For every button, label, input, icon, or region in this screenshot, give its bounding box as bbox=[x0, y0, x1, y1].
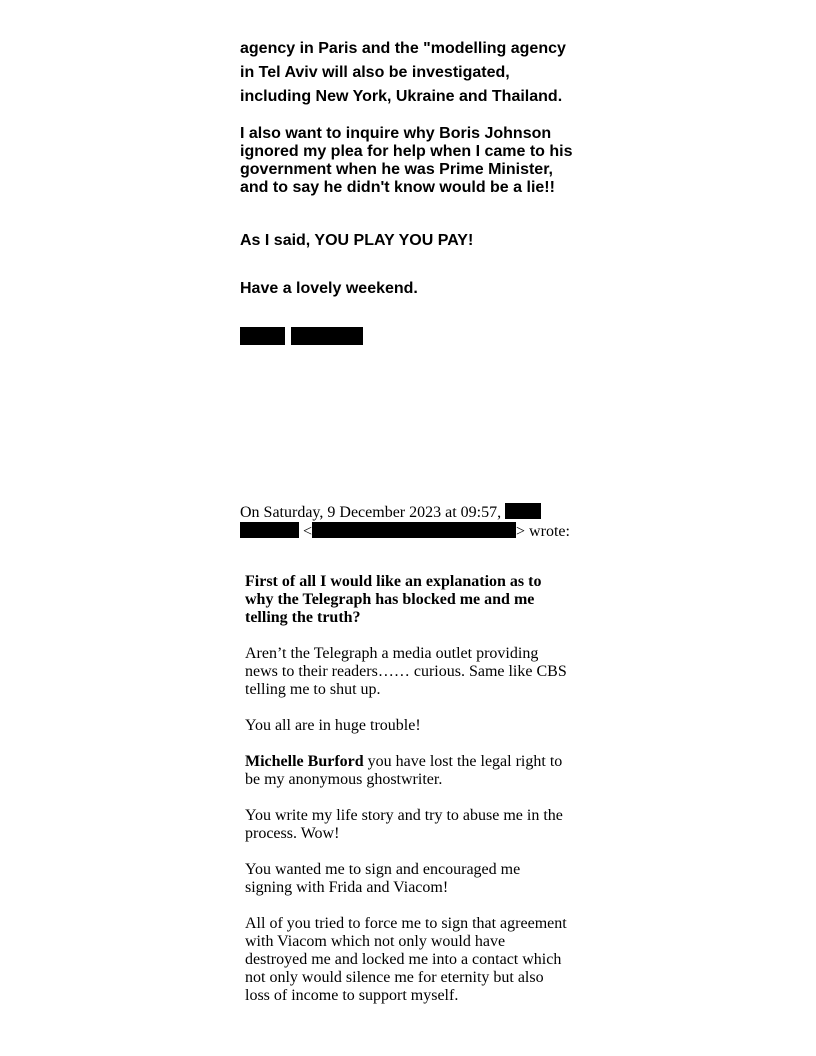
redaction-block bbox=[312, 522, 516, 538]
text-line: Aren’t the Telegraph a media outlet providing bbox=[245, 645, 539, 662]
text-line: destroyed me and locked me into a contact which bbox=[245, 951, 562, 968]
quote-header-lt: < bbox=[303, 523, 313, 540]
quoted-paragraph bbox=[245, 753, 585, 789]
text-line: telling the truth? bbox=[245, 609, 361, 626]
text-line: government when he was Prime Minister, bbox=[240, 161, 553, 178]
quote-header-wrote: > wrote: bbox=[516, 523, 570, 540]
text-span: you have lost the legal right to bbox=[363, 753, 563, 770]
quote-header bbox=[240, 503, 585, 541]
text-line: in Tel Aviv will also be investigated, bbox=[240, 64, 510, 81]
reply-play-pay: As I said, YOU PLAY YOU PAY! bbox=[240, 232, 474, 249]
text-line: loss of income to support myself. bbox=[245, 987, 459, 1004]
quoted-paragraph bbox=[245, 807, 585, 843]
text-line: why the Telegraph has blocked me and me bbox=[245, 591, 535, 608]
text-line: telling me to shut up. bbox=[245, 681, 381, 698]
text-line: with Viacom which not only would have bbox=[245, 933, 506, 950]
reply-sign-off: Have a lovely weekend. bbox=[240, 280, 418, 297]
quoted-paragraph bbox=[245, 915, 585, 1005]
text-line: You write my life story and try to abuse me in the bbox=[245, 807, 563, 824]
quoted-paragraph bbox=[245, 861, 585, 897]
text-line: signing with Frida and Viacom! bbox=[245, 879, 449, 896]
redaction-block bbox=[291, 327, 363, 345]
redaction-block bbox=[240, 327, 285, 345]
text-line: including New York, Ukraine and Thailand. bbox=[240, 88, 563, 105]
text-line: ignored my plea for help when I came to his bbox=[240, 143, 573, 160]
text-line: be my anonymous ghostwriter. bbox=[245, 771, 443, 788]
text-line: news to their readers…… curious. Same like CBS bbox=[245, 663, 567, 680]
quoted-paragraph bbox=[245, 645, 585, 699]
text-line: process. Wow! bbox=[245, 825, 340, 842]
text-line: All of you tried to force me to sign that agreement bbox=[245, 915, 567, 932]
redacted-signature bbox=[240, 327, 580, 345]
text-line: and to say he didn't know would be a lie!! bbox=[240, 179, 555, 196]
quoted-heading bbox=[245, 573, 585, 627]
text-line: not only would silence me for eternity but also bbox=[245, 969, 544, 986]
text-line: First of all I would like an explanation as to bbox=[245, 573, 542, 590]
reply-boris-paragraph bbox=[240, 125, 580, 197]
text-line: You wanted me to sign and encouraged me bbox=[245, 861, 521, 878]
text-line: I also want to inquire why Boris Johnson bbox=[240, 125, 552, 142]
text-line: agency in Paris and the "modelling agency bbox=[240, 40, 566, 57]
reply-intro bbox=[240, 37, 580, 109]
quoted-paragraph: You all are in huge trouble! bbox=[245, 717, 421, 734]
quote-header-prefix: On Saturday, 9 December 2023 at 09:57, bbox=[240, 504, 502, 521]
person-name: Michelle Burford bbox=[245, 753, 364, 770]
redaction-block bbox=[240, 522, 299, 538]
redaction-block bbox=[505, 503, 541, 519]
